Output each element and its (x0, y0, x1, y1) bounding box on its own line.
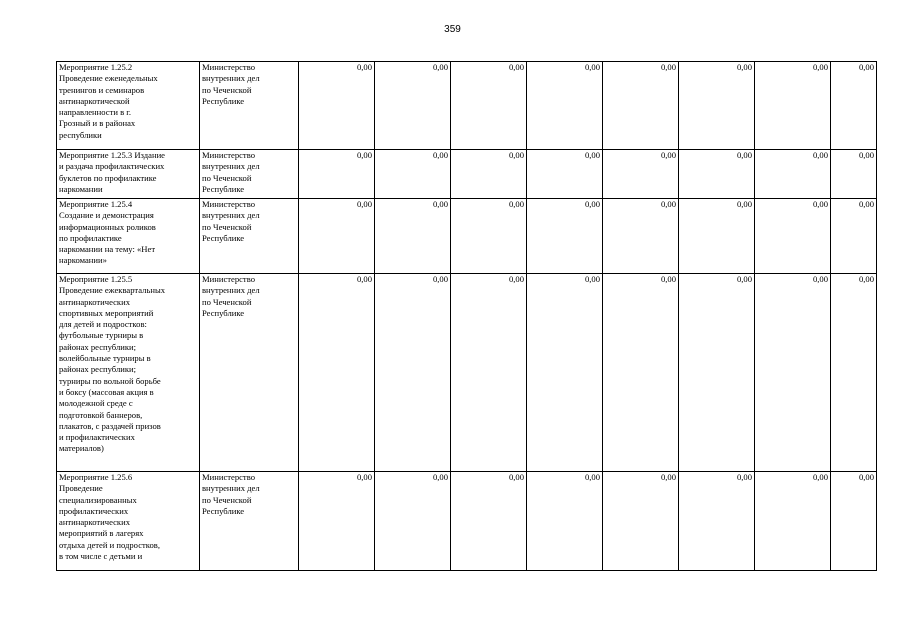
event-name-line: Проведение ежеквартальных (59, 285, 166, 296)
funding-value-cell: 0,00 (755, 62, 831, 150)
responsible-agency-line: внутренних дел (202, 483, 260, 494)
funding-value-cell: 0,00 (375, 62, 451, 150)
event-name-cell (57, 62, 200, 150)
event-name-line: плакатов, с раздачей призов (59, 420, 161, 431)
table-row (57, 199, 877, 274)
responsible-agency-line: Министерство (202, 199, 255, 209)
event-name-line: для детей и подростков: (59, 319, 147, 330)
responsible-agency-line: Министерство (202, 62, 255, 72)
event-name-cell (57, 472, 200, 571)
event-name-line: буклетов по профилактике (59, 172, 157, 183)
funding-value-cell: 0,00 (375, 472, 451, 571)
funding-value-cell: 0,00 (527, 274, 603, 472)
event-name-line: Мероприятие 1.25.4 (59, 199, 133, 209)
funding-value-cell: 0,00 (603, 274, 679, 472)
funding-value-cell: 0,00 (755, 199, 831, 274)
funding-value-cell: 0,00 (451, 274, 527, 472)
event-name-line: турниры по вольной борьбе (59, 375, 161, 386)
funding-value-cell: 0,00 (527, 150, 603, 199)
funding-value-cell: 0,00 (299, 199, 375, 274)
funding-value-cell: 0,00 (603, 62, 679, 150)
responsible-agency-line: по Чеченской (202, 84, 252, 95)
event-name-line: футбольные турниры в (59, 330, 144, 341)
responsible-agency-line: внутренних дел (202, 210, 260, 221)
responsible-agency-line: внутренних дел (202, 161, 260, 172)
funding-value-cell: 0,00 (679, 472, 755, 571)
responsible-agency-cell (200, 274, 299, 472)
event-name-line: направленности в г. (59, 107, 131, 118)
event-name-line: Мероприятие 1.25.2 (59, 62, 133, 72)
funding-value-cell: 0,00 (831, 62, 877, 150)
funding-value-cell: 0,00 (679, 150, 755, 199)
event-name-line: и боксу (массовая акция в (59, 386, 154, 397)
funding-value-cell: 0,00 (755, 472, 831, 571)
responsible-agency-line: Республике (202, 95, 245, 106)
budget-table (56, 61, 877, 571)
funding-value-cell: 0,00 (679, 274, 755, 472)
event-name-line: в том числе с детьми и (59, 551, 143, 562)
event-name-line: молодежной среде с (59, 398, 133, 409)
event-name-line: антинаркотических (59, 296, 130, 307)
event-name-line: Проведение (59, 483, 103, 494)
funding-value-cell: 0,00 (299, 150, 375, 199)
responsible-agency-line: внутренних дел (202, 73, 260, 84)
event-name-line: Грозный и в районах (59, 118, 136, 129)
responsible-agency-line: Республике (202, 307, 245, 318)
event-name-cell (57, 199, 200, 274)
event-name-line: республики (59, 129, 102, 140)
responsible-agency-line: Республике (202, 232, 245, 243)
responsible-agency-line: Министерство (202, 274, 255, 284)
funding-value-cell: 0,00 (831, 150, 877, 199)
responsible-agency-line: Республике (202, 505, 245, 516)
responsible-agency-line: по Чеченской (202, 221, 252, 232)
funding-value-cell: 0,00 (451, 62, 527, 150)
table-body (57, 62, 877, 571)
event-name-line: наркомании (59, 183, 103, 194)
responsible-agency-cell (200, 62, 299, 150)
event-name-line: районах республики; (59, 341, 136, 352)
funding-value-cell: 0,00 (299, 274, 375, 472)
funding-value-cell: 0,00 (755, 274, 831, 472)
table-row (57, 62, 877, 150)
event-name-line: антинаркотической (59, 95, 130, 106)
funding-value-cell: 0,00 (451, 472, 527, 571)
event-name-line: тренингов и семинаров (59, 84, 145, 95)
event-name-line: Мероприятие 1.25.5 (59, 274, 133, 284)
responsible-agency-line: Министерство (202, 150, 255, 160)
funding-value-cell: 0,00 (755, 150, 831, 199)
event-name-line: Проведение еженедельных (59, 73, 158, 84)
event-name-line: и раздача профилактических (59, 161, 165, 172)
funding-value-cell: 0,00 (831, 199, 877, 274)
funding-value-cell: 0,00 (375, 274, 451, 472)
funding-value-cell: 0,00 (831, 274, 877, 472)
funding-value-cell: 0,00 (679, 62, 755, 150)
funding-value-cell: 0,00 (527, 199, 603, 274)
funding-value-cell: 0,00 (603, 150, 679, 199)
event-name-line: волейбольные турниры в (59, 353, 151, 364)
event-name-line: подготовкой баннеров, (59, 409, 143, 420)
page-number: 359 (444, 24, 461, 35)
responsible-agency-line: Республике (202, 183, 245, 194)
funding-value-cell: 0,00 (451, 199, 527, 274)
table-row (57, 150, 877, 199)
event-name-line: мероприятий в лагерях (59, 528, 144, 539)
funding-value-cell: 0,00 (375, 150, 451, 199)
event-name-line: профилактических (59, 505, 129, 516)
event-name-line: отдыха детей и подростков, (59, 539, 161, 550)
responsible-agency-cell (200, 150, 299, 199)
funding-value-cell: 0,00 (375, 199, 451, 274)
event-name-line: Мероприятие 1.25.3 Издание (59, 150, 165, 160)
responsible-agency-line: по Чеченской (202, 494, 252, 505)
event-name-line: наркомании» (59, 255, 107, 266)
funding-value-cell: 0,00 (299, 472, 375, 571)
responsible-agency-line: по Чеченской (202, 296, 252, 307)
event-name-line: районах республики; (59, 364, 136, 375)
responsible-agency-line: внутренних дел (202, 285, 260, 296)
funding-value-cell: 0,00 (299, 62, 375, 150)
event-name-cell (57, 274, 200, 472)
funding-value-cell: 0,00 (527, 472, 603, 571)
event-name-line: информационных роликов (59, 221, 156, 232)
event-name-line: специализированных (59, 494, 137, 505)
funding-value-cell: 0,00 (451, 150, 527, 199)
funding-value-cell: 0,00 (603, 199, 679, 274)
event-name-cell (57, 150, 200, 199)
event-name-line: Создание и демонстрация (59, 210, 154, 221)
table-row (57, 274, 877, 472)
funding-value-cell: 0,00 (679, 199, 755, 274)
responsible-agency-line: по Чеченской (202, 172, 252, 183)
event-name-line: спортивных мероприятий (59, 307, 154, 318)
event-name-line: антинаркотических (59, 517, 130, 528)
event-name-line: материалов) (59, 443, 104, 454)
table-row (57, 472, 877, 571)
funding-value-cell: 0,00 (527, 62, 603, 150)
event-name-line: Мероприятие 1.25.6 (59, 472, 133, 482)
funding-value-cell: 0,00 (831, 472, 877, 571)
event-name-line: по профилактике (59, 232, 122, 243)
event-name-line: и профилактических (59, 432, 135, 443)
funding-value-cell: 0,00 (603, 472, 679, 571)
responsible-agency-cell (200, 472, 299, 571)
responsible-agency-line: Министерство (202, 472, 255, 482)
responsible-agency-cell (200, 199, 299, 274)
event-name-line: наркомании на тему: «Нет (59, 244, 156, 255)
